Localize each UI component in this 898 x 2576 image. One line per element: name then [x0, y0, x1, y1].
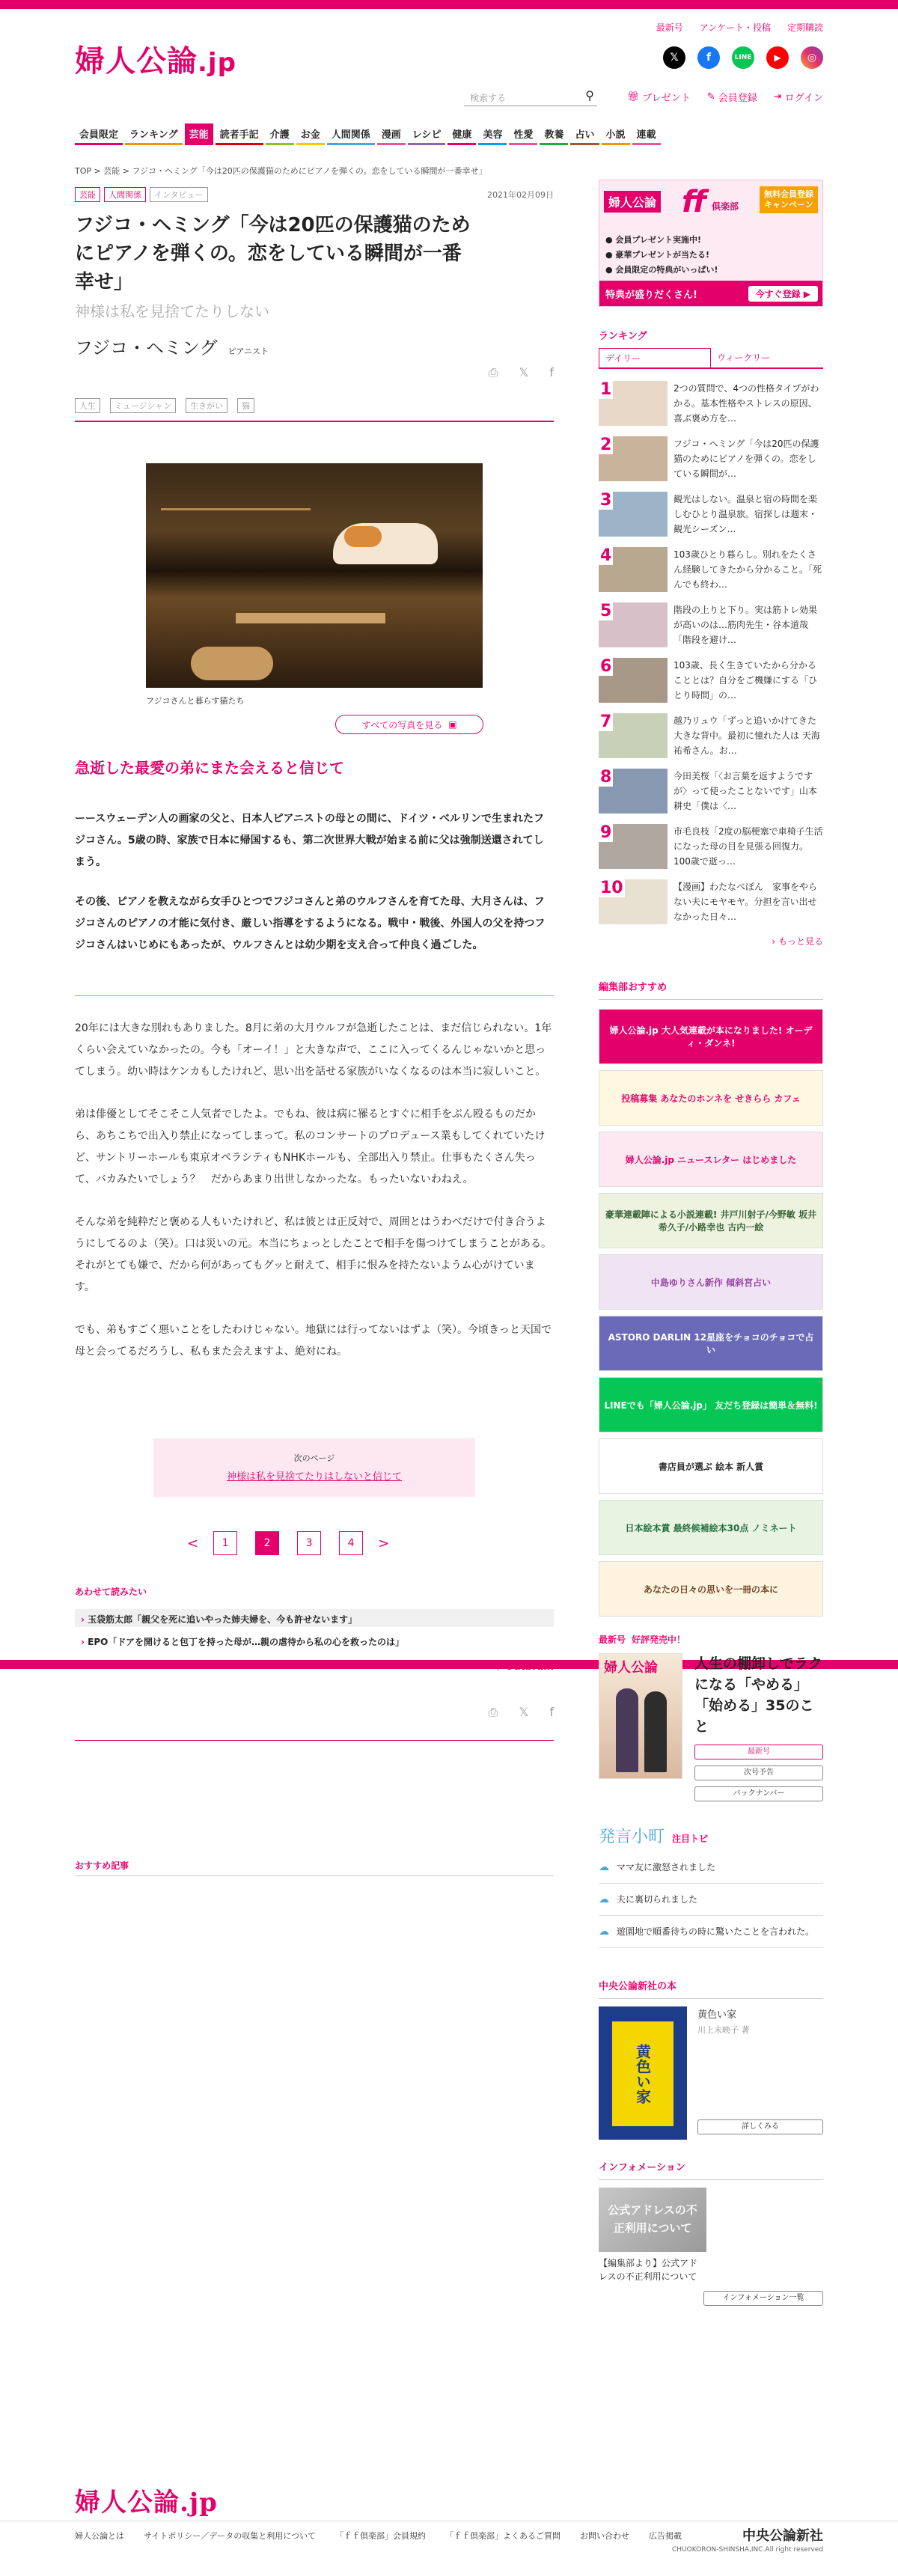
- article: [75, 165, 554, 1871]
- ranking-more-link[interactable]: [599, 935, 823, 947]
- search-icon[interactable]: ⚲: [585, 88, 594, 103]
- info-item-text[interactable]: 【編集部より】公式アドレスの不正利用について: [599, 2258, 698, 2282]
- ranking-thumbnail: [599, 769, 668, 814]
- view-all-photos-label: すべての写真を見る: [361, 719, 443, 730]
- nav-item[interactable]: 漫画: [377, 123, 406, 145]
- nav-item[interactable]: 占い: [570, 123, 599, 145]
- ranking-item[interactable]: [599, 879, 823, 927]
- article-meta: [75, 187, 554, 202]
- print-icon[interactable]: ⎙: [488, 365, 498, 379]
- section-heading: 急逝した最愛の弟にまた会えると信じて: [75, 759, 344, 777]
- ranking-thumbnail: [599, 436, 668, 481]
- author-line: [75, 333, 554, 359]
- komachi-list: [599, 1852, 823, 1948]
- page-2-current[interactable]: 2: [255, 1531, 279, 1555]
- ranking-title: 越乃リュウ「ずっと追いかけてきた大きな背中。最初に憧れた人は 天海祐希さん。お…: [674, 715, 820, 756]
- logo-domain: .jp: [198, 48, 236, 78]
- company-logo[interactable]: 中央公論新社: [742, 2528, 823, 2544]
- page-1[interactable]: 1: [213, 1531, 237, 1555]
- shelf-edge: [161, 508, 311, 510]
- nav-item[interactable]: 会員限定: [75, 123, 123, 145]
- ranking-thumbnail: [599, 492, 668, 537]
- ranking-number: 3: [600, 491, 612, 510]
- keyword-tag[interactable]: 生きがい: [186, 398, 227, 413]
- photo-caption: フジコさんと暮らす猫たち: [146, 696, 245, 706]
- author-role: ピアニスト: [227, 347, 269, 356]
- copyright: CHUOKORON-SHINSHA,INC.All right reserved: [672, 2546, 823, 2554]
- tag-interview[interactable]: インタビュー: [150, 187, 208, 202]
- komachi-subtitle: 注目トピ: [672, 1834, 709, 1844]
- ad-register-button[interactable]: 今すぐ登録 ▶: [748, 286, 818, 302]
- body-paragraph: 20年には大きな別れもありました。8月に弟の大月ウルフが急逝したことは、まだ信じられない。1年くらい会えていなかったの。今も「オーイ！」と大きな声で、ここに入ってくるんじゃないかと思ってしまう。幼い時はケンカもしたけれど、思い出を話せる家族がいなくなるのは本当に寂しいこと。: [75, 1022, 552, 1078]
- present-link[interactable]: [627, 90, 691, 104]
- logo-text: 婦人公論: [75, 43, 198, 79]
- lead-paragraph: その後、ピアノを教えながら女手ひとつでフジコさんと弟のウルフさんを育てた母、大月さんは、フジコさんのピアノの才能に気付き、厳しい指導をするようになる。戦中・戦後、外国人の父を持つフジコさんはいじめにもあったが、ウルフさんとは幼少期を支え合って仲良く過ごした。: [75, 896, 546, 951]
- editorial-divider: [599, 999, 823, 1000]
- chevron-right-icon: ›: [81, 1614, 85, 1625]
- ranking-item[interactable]: [599, 602, 823, 650]
- next-issue-button[interactable]: 次号予告: [694, 1765, 823, 1780]
- editorial-banner[interactable]: 婦人公論.jp ニュースレター はじめました: [599, 1132, 823, 1187]
- sidebar: [599, 180, 823, 2306]
- books-heading: 中央公論新社の本: [599, 1981, 677, 1992]
- editorial-banner[interactable]: あなたの日々の思いを一冊の本に: [599, 1561, 823, 1617]
- chevron-right-icon: ›: [772, 936, 778, 947]
- nav-item[interactable]: お金: [296, 123, 325, 145]
- komachi-item[interactable]: [599, 1852, 823, 1884]
- register-link[interactable]: [707, 90, 757, 104]
- book-feature: [599, 2006, 823, 2140]
- footer-link[interactable]: お問い合わせ: [580, 2531, 630, 2541]
- ranking-title: 103歳、長く生きていたから分かることとは？自分をご機嫌にする「ひとり時間」の…: [674, 660, 818, 701]
- info-list-button[interactable]: インフォメーション一覧: [703, 2291, 823, 2306]
- pagination: [187, 1531, 389, 1555]
- ranking-number: 8: [600, 768, 612, 787]
- related-heading: あわせて読みたい: [75, 1587, 147, 1597]
- nav-item[interactable]: 美容: [478, 123, 507, 145]
- ranking-thumbnail: [599, 713, 668, 758]
- editorial-banner[interactable]: 婦人公論.jp 大人気連載が本になりました! オーディ・ダンネ!: [599, 1009, 823, 1064]
- issue-headline: 人生の棚卸しでラクになる「やめる」「始める」35のこと: [694, 1655, 823, 1735]
- site-header: [75, 9, 823, 151]
- komachi-item[interactable]: [599, 1916, 823, 1948]
- search-placeholder: 検索する: [470, 93, 507, 103]
- top-accent-bar: [0, 0, 898, 9]
- ranking-thumbnail: [599, 602, 668, 647]
- ranking-item[interactable]: [599, 713, 823, 761]
- nav-item[interactable]: 読者手記: [216, 123, 263, 145]
- header-actions: [627, 90, 823, 104]
- editorial-heading: 編集部おすすめ: [599, 982, 668, 993]
- publish-date: 2021年02月09日: [487, 190, 554, 200]
- ranking-title: 【漫画】わたなべぽん 家事をやらない夫にモヤモヤ。分担を言い出せなかった日々…: [674, 882, 818, 922]
- cover-figure: [616, 1688, 638, 1772]
- ranking-title: 市毛良枝「2度の脳梗塞で車椅子生活になった母の目を見張る回復力。100歳で逝っ…: [674, 826, 823, 867]
- site-footer: [75, 2482, 823, 2518]
- x-share-icon[interactable]: 𝕏: [519, 1705, 529, 1719]
- register-label: 会員登録: [718, 93, 757, 104]
- site-logo[interactable]: [75, 37, 236, 80]
- ranking-thumbnail: [599, 547, 668, 592]
- link-latest-issue[interactable]: 最新号: [656, 22, 683, 33]
- nav-item[interactable]: 連載: [632, 123, 661, 145]
- editorial-banner[interactable]: 中島ゆりさん新作 傾斜宮占い: [599, 1254, 823, 1310]
- ranking-thumbnail: [599, 824, 668, 869]
- main-nav: [75, 123, 663, 145]
- speech-bubble-icon: ☁: [599, 1893, 609, 1905]
- login-label: ログイン: [784, 93, 823, 104]
- ad-bullet: ● 会員限定の特典がいっぱい!: [605, 265, 718, 275]
- ff-mark: ff: [682, 185, 707, 219]
- footer-bar: [75, 2528, 823, 2554]
- login-link[interactable]: [774, 90, 823, 104]
- tab-weekly[interactable]: ウィークリー: [717, 352, 771, 363]
- issue-info: [694, 1653, 823, 1801]
- social-icons: [663, 46, 823, 69]
- nav-item[interactable]: ランキング: [125, 123, 183, 145]
- editorial-banner[interactable]: 投稿募集 あなたのホンネを せきらら カフェ: [599, 1070, 823, 1126]
- author-name[interactable]: フジコ・ヘミング: [75, 338, 218, 358]
- facebook-icon[interactable]: f: [697, 46, 720, 69]
- ranking-item[interactable]: [599, 658, 823, 706]
- lead-divider: [75, 995, 554, 996]
- editorial-banner[interactable]: 豪華連載陣による小説連載! 井戸川射子/今野敏 坂井希久子/小路幸也 古内一絵: [599, 1193, 823, 1248]
- ranking-item[interactable]: [599, 547, 823, 595]
- ranking-title: 2つの質問で、4つの性格タイプがわかる。基本性格やストレスの原因、喜ぶ褒め方を…: [674, 383, 819, 424]
- ranking-item[interactable]: [599, 824, 823, 872]
- komachi-heading: [599, 1824, 823, 1847]
- ranking-tabs: [599, 348, 823, 369]
- register-icon: ✎: [706, 91, 715, 103]
- nav-item[interactable]: 健康: [448, 123, 476, 145]
- ranking-number: 7: [600, 712, 612, 731]
- cover-figure: [644, 1691, 667, 1772]
- search-input[interactable]: [464, 87, 597, 106]
- related-item-label: EPO「ドアを開けると包丁を持った母が…親の虐待から私の心を救ったのは」: [88, 1637, 404, 1647]
- body-paragraph: そんな弟を純粋だと褒める人もいたけれど、私は彼とは正反対で、周囲とはうわべだけで付き合うようにしてるのよ（笑）。口は災いの元。本当にちょっとしたことで相手を傷つけてしまうことがある。それがとても嫌で、だから何があってもグッと耐えて、相手に恨みを持たないようム心がけています。: [75, 1216, 552, 1293]
- books-divider: [599, 1998, 823, 1999]
- ad-bullet: ● 会員プレゼント実施中!: [605, 235, 702, 245]
- next-page-arrow[interactable]: >: [378, 1535, 390, 1551]
- page-4[interactable]: 4: [339, 1531, 363, 1555]
- book-details-button[interactable]: 詳しくみる: [697, 2119, 823, 2134]
- nav-item[interactable]: レシピ: [408, 123, 446, 145]
- ranking-item[interactable]: [599, 436, 823, 484]
- ad-bullets: [605, 233, 718, 278]
- footer-link[interactable]: 「ｆｆ倶楽部」よくあるご質問: [445, 2531, 561, 2541]
- youtube-icon[interactable]: ▶: [766, 46, 789, 69]
- keyword-tag[interactable]: 猫: [237, 398, 254, 413]
- editorial-banner[interactable]: ASTORO DARLIN 12星座をチョコのチョコで占い: [599, 1316, 823, 1371]
- book-author: 川上未映子 著: [697, 2025, 750, 2035]
- related-item-label: 玉袋筋太郎「親父を死に追いやった姉夫婦を、今も許せないます」: [88, 1614, 358, 1625]
- ranking-number: 4: [600, 546, 612, 565]
- info-heading: インフォメーション: [599, 2162, 685, 2173]
- ranking-more-label: もっと見る: [778, 936, 823, 947]
- keyword-tags: [75, 398, 258, 413]
- ranking-number: 5: [600, 602, 612, 620]
- line-icon[interactable]: LINE: [732, 46, 754, 69]
- link-subscribe[interactable]: 定期購読: [786, 22, 823, 33]
- ad-club: 俱楽部: [712, 201, 739, 212]
- ad-campaign-badge: 無料会員登録キャンペーン: [760, 186, 818, 213]
- tag-geinou[interactable]: 芸能: [75, 187, 100, 202]
- article-photo[interactable]: [146, 463, 483, 688]
- prev-page-arrow[interactable]: <: [187, 1535, 199, 1551]
- ranking-title: 観光はしない。温泉と宿の時間を楽しむひとり温泉旅。宿探しは週末・観光シーズン…: [674, 494, 818, 534]
- recommended-heading: おすすめ記事: [75, 1861, 129, 1871]
- book-info: [697, 2006, 823, 2140]
- book-cover[interactable]: [599, 2006, 687, 2140]
- komachi-item-label: 遊園地で順番待ちの時に驚いたことを言われた。: [617, 1926, 815, 1937]
- club-ad-banner[interactable]: [599, 180, 823, 307]
- nav-item[interactable]: 介護: [266, 123, 294, 145]
- keyword-tag[interactable]: 人生: [75, 398, 100, 413]
- ranking-title: フジコ・ヘミング「今は20匹の保護猫のためにピアノを弾くの。恋をしている瞬間が…: [674, 439, 819, 479]
- ranking-title: 103歳ひとり暮らし。別れをたくさん経験してきたから分かること。「死んでも終わ…: [674, 549, 822, 590]
- instagram-icon[interactable]: ◎: [801, 46, 823, 69]
- komachi-logo[interactable]: 発言小町: [599, 1828, 665, 1846]
- ad-cta-label: 特典が盛りだくさん!: [605, 289, 697, 301]
- ranking-number: 6: [600, 657, 612, 676]
- ad-logo: 婦人公論: [604, 191, 661, 213]
- next-page-label: 次のページ: [293, 1453, 335, 1463]
- komachi-item-label: 夫に裏切られました: [617, 1894, 698, 1905]
- top-links: [656, 21, 823, 34]
- ranking-title: 階段の上りと下り。実は筋トレ効果が高いのは…筋肉先生・谷本道哉「階段を避け…: [674, 605, 818, 645]
- related-item[interactable]: [75, 1632, 554, 1649]
- ranking-thumbnail: [599, 381, 668, 426]
- chevron-right-icon: ›: [81, 1637, 85, 1647]
- article-body: [75, 1018, 554, 1384]
- photo-icon: ▣: [448, 719, 457, 730]
- breadcrumb[interactable]: TOP > 芸能 > フジコ・ヘミング「今は20匹の保護猫のためにピアノを弾くの。恋をしている瞬間が一番幸せ」: [75, 166, 487, 176]
- cat-patch: [344, 526, 382, 547]
- book-title: 黄色い家: [697, 2009, 737, 2021]
- related-item[interactable]: [75, 1609, 554, 1627]
- gift-icon: 🎁︎: [626, 91, 640, 103]
- title-divider: [75, 421, 554, 422]
- editorial-banners: [599, 1009, 823, 1617]
- ranking-item[interactable]: [599, 769, 823, 817]
- ranking-number: 10: [600, 879, 623, 897]
- ranking-title: 今田美桜「〈お言葉を返すようですが〉って使ったことないです」山本耕史「僕は〈…: [674, 771, 818, 811]
- facebook-share-icon[interactable]: f: [549, 365, 554, 379]
- login-icon: ⇥: [773, 91, 782, 103]
- view-all-photos-button[interactable]: [335, 715, 483, 734]
- magazine-cover[interactable]: [599, 1653, 682, 1779]
- x-icon[interactable]: 𝕏: [663, 46, 685, 69]
- keyword-tag[interactable]: ミュージシャン: [110, 398, 176, 413]
- present-label: プレゼント: [642, 93, 691, 104]
- ad-bullet: ● 豪華プレゼントが当たる!: [605, 250, 710, 260]
- ranking-number: 2: [600, 436, 612, 454]
- next-page-box[interactable]: [153, 1438, 475, 1497]
- komachi-item[interactable]: [599, 1884, 823, 1916]
- editorial-banner[interactable]: LINEでも「婦人公論.jp」 友だち登録は簡単＆無料!: [599, 1377, 823, 1432]
- footer-link[interactable]: 「ｆｆ倶楽部」会員規約: [335, 2531, 427, 2541]
- book-cover-title: 黄色い家: [612, 2021, 674, 2126]
- ranking-number: 1: [600, 380, 612, 399]
- latest-issue-button[interactable]: 最新号: [694, 1745, 823, 1759]
- ranking-item[interactable]: [599, 492, 823, 540]
- latest-issue: [599, 1653, 823, 1801]
- next-page-link[interactable]: 神様は私を見捨てたりはしないと信じて: [226, 1471, 402, 1483]
- recommended-divider: [75, 1875, 554, 1876]
- info-thumbnail[interactable]: 公式アドレスの不正利用について: [599, 2188, 706, 2252]
- ranking-item[interactable]: [599, 381, 823, 429]
- nav-item[interactable]: 小説: [602, 123, 630, 145]
- nav-item[interactable]: 芸能: [185, 123, 213, 145]
- komachi-item-label: ママ友に激怒されました: [617, 1862, 716, 1873]
- nav-item[interactable]: 性愛: [509, 123, 537, 145]
- issue-title: 最新号: [599, 1635, 626, 1645]
- share-bottom: [489, 1705, 554, 1720]
- cover-logo: 婦人公論: [604, 1660, 658, 1676]
- issue-heading: [599, 1633, 823, 1646]
- editorial-banner[interactable]: 日本絵本賞 最終候補絵本30点 ノミネート: [599, 1500, 823, 1555]
- ranking-list: [599, 381, 823, 927]
- ranking-thumbnail: [599, 879, 668, 924]
- footer-logo[interactable]: 婦人公論.jp: [75, 2488, 218, 2518]
- lead-paragraph: ーースウェーデン人の画家の父と、日本人ピアニストの母との間に、ドイツ・ベルリンで生まれたフジコさん。5歳の時、家族で日本に帰国するも、第二次世界大戦が始まる前に父は強制送還されてしまう。: [75, 813, 545, 868]
- share-top: [489, 365, 554, 380]
- cat-shape: [191, 647, 273, 680]
- body-paragraph: でも、弟もすごく悪いことをしたわけじゃない。地獄には行ってないはずよ（笑）。今頃きっと天国で母と会ってるだろうし、私もまた会えますよ、絶対にね。: [75, 1324, 552, 1358]
- tag-ningen[interactable]: 人間関係: [104, 187, 146, 202]
- editorial-banner[interactable]: 書店員が選ぶ 絵本 新人賞: [599, 1438, 823, 1494]
- article-subtitle: 神様は私を見捨てたりしない: [75, 302, 269, 320]
- footer-links: [75, 2530, 823, 2542]
- speech-bubble-icon: ☁: [599, 1861, 609, 1873]
- issue-subtitle: 好評発売中！: [632, 1635, 686, 1645]
- footer-link[interactable]: 広告掲載: [649, 2531, 682, 2541]
- page-3[interactable]: 3: [297, 1531, 321, 1555]
- tab-daily[interactable]: デイリー: [599, 348, 711, 367]
- info-divider: [599, 2179, 823, 2180]
- x-share-icon[interactable]: 𝕏: [519, 365, 529, 379]
- ranking-thumbnail: [599, 658, 668, 703]
- link-survey[interactable]: アンケート・投稿: [699, 22, 771, 33]
- footer-link[interactable]: 婦人公論とは: [75, 2531, 124, 2541]
- lead-text: [75, 808, 554, 974]
- share-divider: [75, 1740, 554, 1741]
- facebook-share-icon[interactable]: f: [549, 1705, 554, 1719]
- speech-bubble-icon: ☁: [599, 1926, 609, 1938]
- ranking-heading: ランキング: [599, 331, 647, 342]
- article-title: フジコ・ヘミング「今は20匹の保護猫のためにピアノを弾くの。恋をしている瞬間が一番幸せ」: [75, 214, 471, 293]
- print-icon[interactable]: ⎙: [488, 1705, 498, 1719]
- back-number-button[interactable]: バックナンバー: [694, 1786, 823, 1801]
- shelf-edge: [236, 613, 385, 623]
- body-paragraph: 弟は俳優としてそこそこ人気者でしたよ。でもね、彼は病に罹るとすぐに相手をぶん殴るものだから、あちこちで出入り禁止になってしまって。私のコンサートのプロデュース業もしてくれていたけど、サントリーホールも東京オペラシティもNHKホールも、全部出入り禁止。仕事もたくさん失って、バカみたいでしょう？ だからあまり出世しなかったな。もったいないわねえ。: [75, 1108, 546, 1185]
- nav-item[interactable]: 人間関係: [327, 123, 375, 145]
- nav-item[interactable]: 教養: [540, 123, 568, 145]
- footer-link[interactable]: サイトポリシー／データの収集と利用について: [144, 2531, 317, 2541]
- ad-cta-bar[interactable]: [599, 281, 823, 306]
- ranking-number: 9: [600, 823, 612, 842]
